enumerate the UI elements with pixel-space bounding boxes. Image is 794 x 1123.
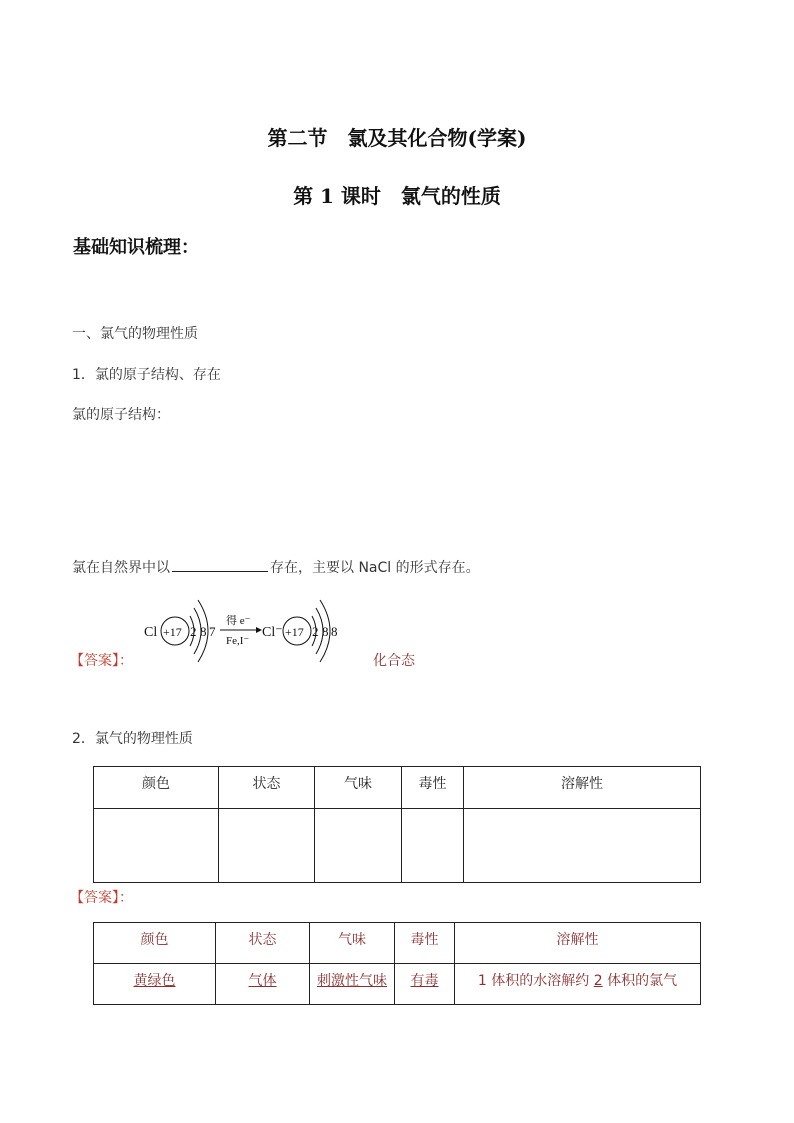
answer-toxicity: 有毒 — [395, 964, 455, 1005]
item1-heading: 1．氯的原子结构、存在 — [72, 367, 221, 383]
atom-shell-count-2: 8 — [200, 624, 207, 639]
answer-properties-table — [93, 922, 701, 1005]
existence-suffix: 存在，主要以 NaCl 的形式存在。 — [270, 560, 480, 576]
properties-table — [93, 766, 701, 883]
fill-blank[interactable] — [172, 559, 268, 572]
item2-heading: 2．氯气的物理性质 — [72, 731, 193, 747]
answer1-label-row — [70, 650, 133, 670]
solubility-part2: 体积的氯气 — [602, 973, 678, 989]
atomic-structure-label: 氯的原子结构： — [72, 407, 170, 423]
solubility-part1: 1 体积的水溶解约 — [477, 973, 594, 989]
chlorine-electron-diagram — [140, 596, 350, 664]
header-odor: 气味 — [315, 767, 402, 809]
answer-state: 气体 — [216, 964, 310, 1005]
header-solubility: 溶解性 — [464, 767, 701, 809]
answer-header-color: 颜色 — [94, 923, 216, 964]
existence-prefix: 氯在自然界中以 — [72, 560, 170, 576]
atom-shell-count-1: 2 — [190, 624, 197, 639]
answer-color: 黄绿色 — [94, 964, 216, 1005]
cell-toxicity-blank[interactable] — [402, 809, 464, 883]
ion-shell-count-2: 8 — [322, 624, 329, 639]
cell-odor-blank[interactable] — [315, 809, 402, 883]
answer-header-toxicity: 毒性 — [395, 923, 455, 964]
arrow-bottom-label: Fe,I⁻ — [226, 635, 250, 647]
table-row — [94, 964, 701, 1005]
answer2-label-row — [70, 887, 133, 907]
answer-label: 【答案】： — [70, 890, 133, 906]
answer-solubility — [455, 964, 701, 1005]
arrow-top-label: 得 e⁻ — [226, 615, 251, 627]
section-heading: 基础知识梳理： — [73, 237, 199, 258]
cl-atom-symbol: Cl — [144, 625, 158, 640]
table-header-row — [94, 923, 701, 964]
solubility-number: 2 — [593, 973, 603, 989]
header-color: 颜色 — [94, 767, 219, 809]
answer-odor: 刺激性气味 — [310, 964, 395, 1005]
cl-ion-symbol: Cl⁻ — [262, 625, 283, 640]
atom-shell-count-3: 7 — [209, 624, 216, 639]
table-header-row — [94, 767, 701, 809]
answer1-text: 化合态 — [373, 653, 415, 669]
cell-state-blank[interactable] — [219, 809, 315, 883]
answer-label: 【答案】： — [70, 653, 133, 669]
page-title: 第二节 氯及其化合物(学案) — [267, 126, 527, 150]
answer-header-solubility: 溶解性 — [455, 923, 701, 964]
ion-nucleus-charge: +17 — [285, 625, 304, 639]
ion-shell-count-3: 8 — [331, 624, 338, 639]
table-row — [94, 809, 701, 883]
cell-color-blank[interactable] — [94, 809, 219, 883]
header-state: 状态 — [219, 767, 315, 809]
header-toxicity: 毒性 — [402, 767, 464, 809]
ion-shell-count-1: 2 — [312, 624, 319, 639]
existence-sentence — [72, 557, 480, 577]
atom-nucleus-charge: +17 — [163, 625, 182, 639]
cell-solubility-blank[interactable] — [464, 809, 701, 883]
part1-heading: 一、氯气的物理性质 — [72, 326, 198, 342]
answer-header-state: 状态 — [216, 923, 310, 964]
answer-header-odor: 气味 — [310, 923, 395, 964]
lesson-subtitle: 第 1 课时 氯气的性质 — [293, 184, 501, 208]
